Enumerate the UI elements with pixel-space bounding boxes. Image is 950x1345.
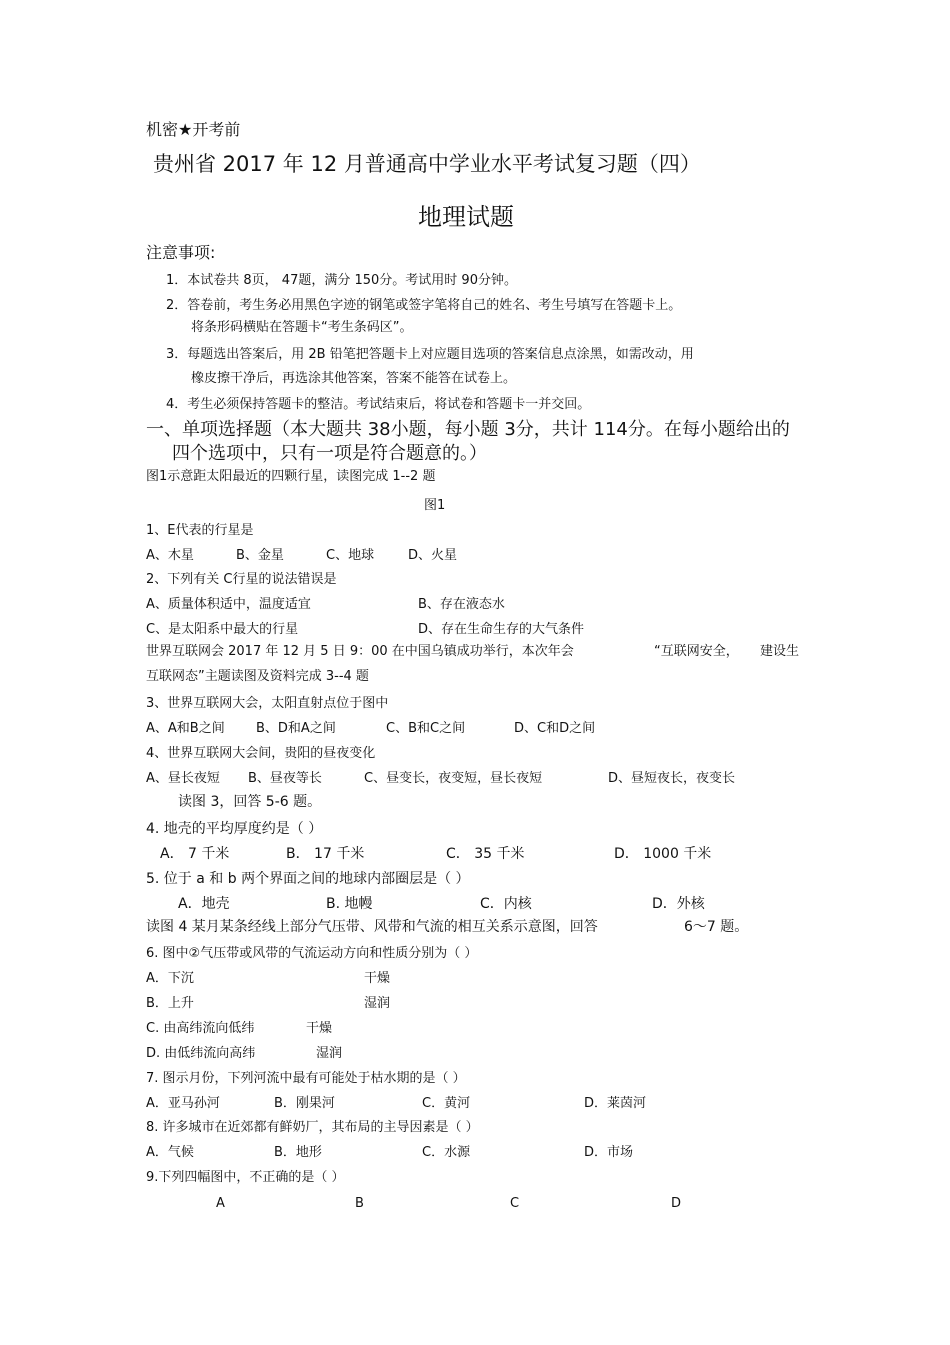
q6-stem: 6. 图中②气压带或风带的气流运动方向和性质分别为（ ） <box>146 946 478 961</box>
confidential-label: 机密★开考前 <box>146 120 241 139</box>
q1-stem: 1、E代表的行星是 <box>146 523 254 538</box>
net-intro: 世界互联网会 2017 年 12 月 5 日 9：00 在中国乌镇成功举行，本次年会 <box>146 644 574 659</box>
q3-option-b: B、D和A之间 <box>256 721 336 736</box>
q4b-option-d: D． 1000 千米 <box>614 846 712 862</box>
q2-option-b: B、存在液态水 <box>418 597 505 612</box>
q5-option-b: B. 地幔 <box>326 896 373 912</box>
q2-option-d: D、存在生命生存的大气条件 <box>418 622 585 637</box>
q7-option-a: A．亚马孙河 <box>146 1096 220 1111</box>
q4b-stem: 4. 地壳的平均厚度约是（ ） <box>146 821 323 837</box>
q8-option-b: B．地形 <box>274 1145 322 1160</box>
subject-title: 地理试题 <box>418 203 514 231</box>
q4a-option-a: A、昼长夜短 <box>146 771 220 786</box>
q5-option-a: A．地壳 <box>178 896 230 912</box>
q3-stem: 3、世界互联网大会，太阳直射点位于图中 <box>146 696 389 711</box>
fig1-caption: 图1 <box>424 498 446 513</box>
q5-stem: 5. 位于 a 和 b 两个界面之间的地球内部圈层是（ ） <box>146 871 470 887</box>
q4a-stem: 4、世界互联网大会间，贵阳的昼夜变化 <box>146 746 376 761</box>
fig1-intro: 图1示意距太阳最近的四颗行星，读图完成 1--2 题 <box>146 469 436 484</box>
notice-item: 1．本试卷共 8页， 47题，满分 150分。考试用时 90分钟。 <box>166 273 517 288</box>
q7-stem: 7. 图示月份，下列河流中最有可能处于枯水期的是（ ） <box>146 1071 466 1086</box>
q6-option-d: D. 由低纬流向高纬 <box>146 1046 256 1061</box>
q8-option-c: C．水源 <box>422 1145 471 1160</box>
notice-item: 将条形码横贴在答题卡“考生条码区”。 <box>191 320 413 335</box>
q8-stem: 8. 许多城市在近郊都有鲜奶厂，其布局的主导因素是（ ） <box>146 1120 479 1135</box>
q5-option-c: C．内核 <box>480 896 532 912</box>
q6-option-c-prop: 干燥 <box>306 1021 333 1036</box>
section-heading-cont: 四个选项中，只有一项是符合题意的。） <box>172 443 487 464</box>
net-intro-quote: “互联网安全， <box>654 644 739 659</box>
net-intro-cont: 互联网态”主题读图及资料完成 3--4 题 <box>146 669 369 684</box>
q1-option-a: A、木星 <box>146 548 194 563</box>
q6-option-d-prop: 湿润 <box>316 1046 343 1061</box>
q6-option-b: B．上升 <box>146 996 194 1011</box>
q8-option-d: D．市场 <box>584 1145 634 1160</box>
section-heading: 一、单项选择题（本大题共 38小题，每小题 3分，共计 114分。在每小题给出的 <box>146 419 790 440</box>
q1-option-b: B、金星 <box>236 548 284 563</box>
notice-item: 4．考生必须保持答题卡的整洁。考试结束后，将试卷和答题卡一并交回。 <box>166 397 591 412</box>
q6-option-c: C. 由高纬流向低纬 <box>146 1021 255 1036</box>
q5-option-d: D．外核 <box>652 896 705 912</box>
q9-figure-label: C <box>510 1196 520 1211</box>
notice-item: 橡皮擦干净后，再选涂其他答案，答案不能答在试卷上。 <box>191 371 517 386</box>
q3-option-d: D、C和D之间 <box>514 721 596 736</box>
q2-option-c: C、是太阳系中最大的行星 <box>146 622 299 637</box>
q6-option-b-prop: 湿润 <box>364 996 391 1011</box>
read-fig3: 读图 3，回答 5-6 题。 <box>178 794 322 810</box>
q9-stem: 9.下列四幅图中，不正确的是（ ） <box>146 1170 345 1185</box>
exam-title: 贵州省 2017 年 12 月普通高中学业水平考试复习题（四） <box>153 152 701 176</box>
notice-item: 2．答卷前，考生务必用黑色字迹的钢笔或签字笔将自己的姓名、考生号填写在答题卡上。 <box>166 298 682 313</box>
q9-figure-label: D <box>671 1196 682 1211</box>
q2-option-a: A、质量体积适中，温度适宜 <box>146 597 311 612</box>
q9-figure-label: A <box>216 1196 225 1211</box>
q3-option-a: A、A和B之间 <box>146 721 225 736</box>
net-intro-end: 建设生 <box>760 644 800 659</box>
q4b-option-c: C． 35 千米 <box>446 846 525 862</box>
q1-option-d: D、火星 <box>408 548 458 563</box>
q4a-option-d: D、昼短夜长，夜变长 <box>608 771 736 786</box>
notice-item: 3．每题选出答案后，用 2B 铅笔把答题卡上对应题目选项的答案信息点涂黑，如需改动，用 <box>166 347 694 362</box>
read-fig4-range: 6～7 题。 <box>684 919 749 935</box>
notice-heading: 注意事项: <box>146 243 216 262</box>
q9-figure-label: B <box>355 1196 364 1211</box>
q7-option-b: B．刚果河 <box>274 1096 335 1111</box>
q3-option-c: C、B和C之间 <box>386 721 466 736</box>
q7-option-c: C．黄河 <box>422 1096 471 1111</box>
q7-option-d: D．莱茵河 <box>584 1096 647 1111</box>
q2-stem: 2、下列有关 C行星的说法错误是 <box>146 572 337 587</box>
q6-option-a: A．下沉 <box>146 971 194 986</box>
q4a-option-c: C、昼变长，夜变短，昼长夜短 <box>364 771 543 786</box>
q4b-option-b: B． 17 千米 <box>286 846 365 862</box>
read-fig4: 读图 4 某月某条经线上部分气压带、风带和气流的相互关系示意图，回答 <box>146 919 598 935</box>
q1-option-c: C、地球 <box>326 548 375 563</box>
q6-option-a-prop: 干燥 <box>364 971 391 986</box>
q8-option-a: A．气候 <box>146 1145 194 1160</box>
q4a-option-b: B、昼夜等长 <box>248 771 322 786</box>
q4b-option-a: A． 7 千米 <box>160 846 230 862</box>
